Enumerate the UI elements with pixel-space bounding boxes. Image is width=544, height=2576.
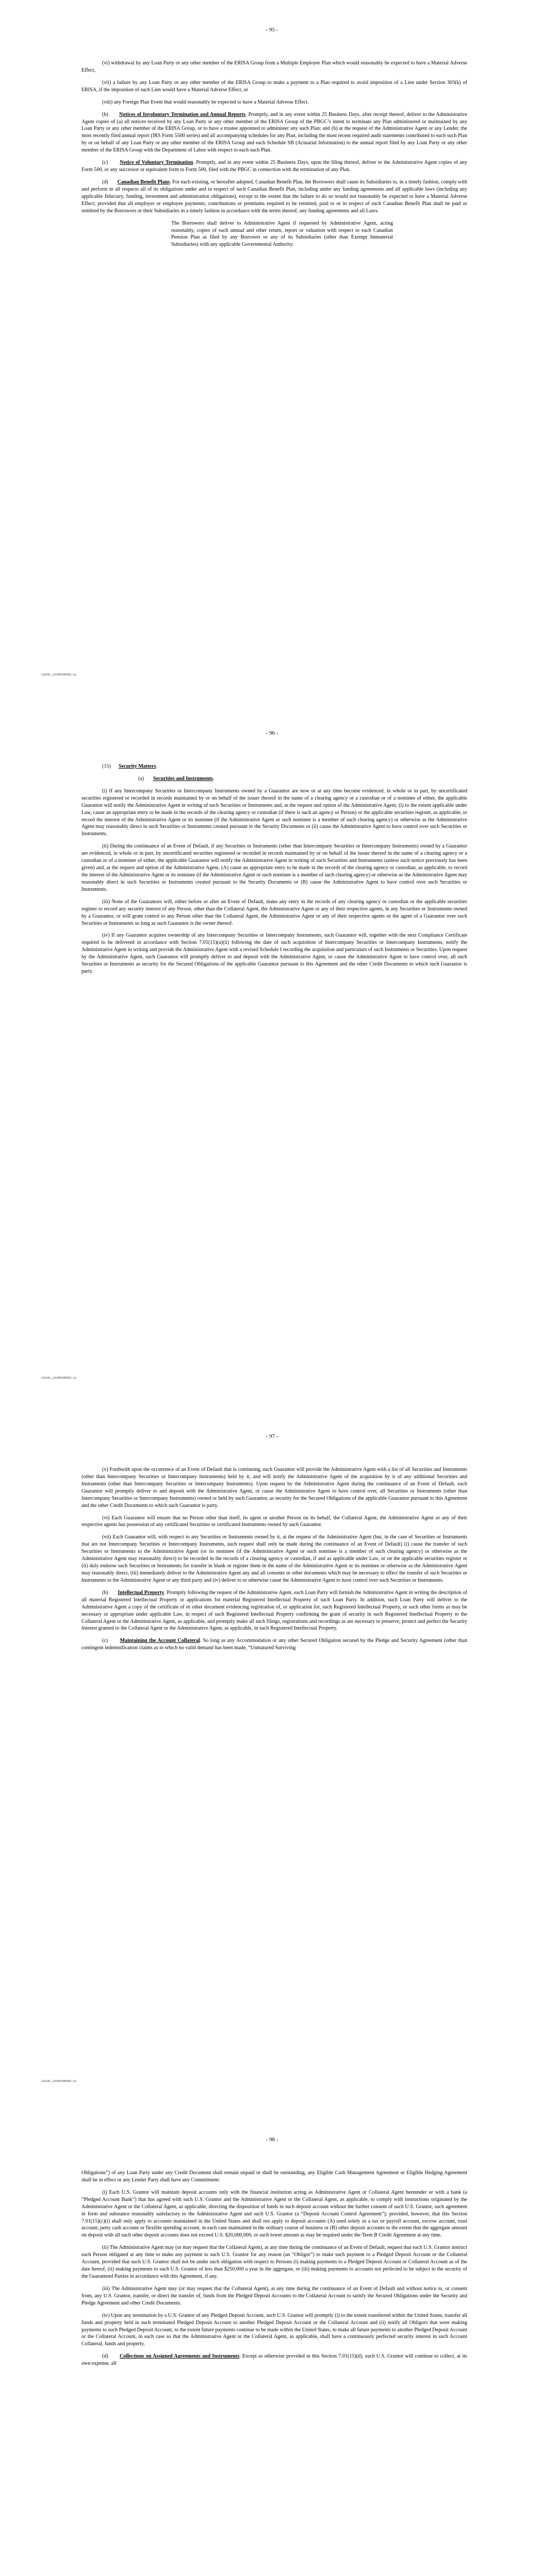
clause-paragraph: (ii) During the continuance of an Event of Default, if any Securities or Instruments (other than Intercompany Securities or Intercompany Instruments) owned by a Guarantor are evidenced, in whole or in part, by uncertificated securities registered or recorded in records maintained by or on behalf of the issuer thereof in the name of a clearing agency or a custodian or of a nominee of either, the applicable Guarantor will notify the Administrative Agent in writing of such Securities and Instruments (unless such notice previously has been given) and, at the request and option of the Administrative Agent, (A) cause an appropriate entry to be made in the records of the clearing agency or custodian, as applicable, to record the interest of the Administrative Agent or its nominee (if the Administrative Agent or such nominee is a member of such clearing agency) or otherwise as the Administrative Agent may reasonably direct in such Securities or Instruments created pursuant to the Security Documents or (B) cause the Administrative Agent to have control over such Securities or Instruments. — [81, 843, 467, 892]
section-heading: Security Matters — [118, 764, 156, 769]
clause-paragraph: (iii) None of the Guarantors will, either before or after an Event of Default, make any entry in the records of any clearing agency or custodian or the applicable securities register to record any security interest of any Person, other than the Collateral Agent, the Administrative Agent or any of their respective agents, in any Securities or Instruments owned by a Guarantor, or will grant control to any Person other than the Collateral Agent, the Administrative Agent or any of their respective agents or the agent of a Guarantor over such Securities or Instruments so long as such Guarantor is the owner thereof. — [81, 899, 467, 926]
section-label: (c) — [102, 160, 120, 166]
section-heading: Canadian Benefit Plans — [117, 179, 170, 185]
continued-paragraph: Obligations”) of any Loan Party under any Credit Document shall remain unpaid or shall be outstanding, any Eligible Cash Management Agreement or Eligible Hedging Agreement shall be in effect or any Lender Party shall have any Commitment: — [81, 2170, 467, 2183]
section-text: . Promptly, and in any event within 25 Business Days, after receipt thereof, deliver to the Administrative Agent copies of (a) all notices received by any Loan Party or any other member of the ERISA Group of the PBGC’s intent to terminate any Plan administered or maintained by any Loan Party or any other member of the ERISA Group, or to have a trustee appointed to administer any such Plan; and (b) at the request of the Administrative Agent or any Lender, the most recently filed annual report (IRS Form 5500 series) and all accompanying schedules for any Plan, including the most recent required audit statements contributed to each such Plan by or on behalf of any Loan Party or any other member of the ERISA Group and each Schedule SB (Actuarial Information) to the annual report filed by any Loan Party or any other member of the ERISA Group with the Department of Labor with respect to each such Plan. — [81, 111, 467, 154]
clause-paragraph: (i) Each U.S. Grantor will maintain deposit accounts only with the financial institution acting as Administrative Agent or Collateral Agent hereunder or with a bank (a “Pledged Account Bank”) that has agreed with such U.S. Grantor and the Administrative Agent or the Collateral Agent, as applicable, to comply with instructions originated by the Administrative Agent or the Collateral Agent, as applicable, directing the disposition of funds in such deposit account without the further consent of such U.S. Grantor, such agreement in form and substance reasonably satisfactory to the Administrative Agent and such U.S. Grantor (a “Deposit Account Control Agreement”); provided, however, that this Section 7.01(15)(c)(i) shall only apply to accounts maintained in the United States and shall not apply to deposit accounts (A) used solely as a tax or payroll account, escrow account, trust account, petty cash account or flexible spending account, in each case maintained in the ordinary course of business or (B) other deposit accounts to the extent that the aggregate amount on deposit with all such other deposit accounts does not exceed U.S. $20,000,000, or such lower amount as may be required under the Term B Credit Agreement at any time. — [81, 2189, 467, 2239]
section-paragraph — [81, 111, 467, 155]
section-text: . — [156, 764, 158, 769]
section-heading: Securities and Instruments — [153, 775, 213, 782]
clause-paragraph: (iv) Upon any termination by a U.S. Grantor of any Pledged Deposit Account, such U.S. Grantor will promptly (i) to the extent transferred within the United States, transfer all funds and property held in such terminated Pledged Deposit Account to another Pledged Deposit Account or the Collateral Account and (ii) notify all Obligors that were making payments to such Pledged Deposit Account, to the extent future payments continue to be made within the United States, to make all future payments to another Pledged Deposit Account or the Collateral Account, in each case so that the Administrative Agent or the Collateral Agent, as applicable, shall have a continuously perfected security interest in such Account Collateral, funds and property. — [81, 2312, 467, 2347]
document-page — [0, 0, 544, 703]
document-page — [0, 2110, 544, 2576]
section-heading: Maintaining the Account Collateral — [120, 1638, 200, 1644]
section-label: (a) — [138, 775, 153, 782]
clause-paragraph: (v) Forthwith upon the occurrence of an Event of Default that is continuing, each Guarantor will provide the Administrative Agent with a list of all Securities and Instruments (other than Intercompany Securities or Intercompany Instruments) held by it, and will notify the Administrative Agent of the acquisition by it of any additional Securities and Instruments (other than Intercompany Securities or Intercompany Instruments). Upon request by the Administrative Agent during the continuance of an Event of Default, each Guarantor will promptly deliver to and deposit with the Administrative Agent, or cause the Administrative Agent to have control over, all Securities or Instruments (other than Intercompany Securities or Intercompany Instruments) owned or held by such Guarantor, as security for the Secured Obligations of the applicable Guarantor pursuant to this Agreement and the other Credit Documents to which such Guarantor is party. — [81, 1467, 467, 1509]
page-number: - 98 - — [266, 2137, 278, 2143]
section-label: (d) — [102, 2353, 120, 2360]
section-paragraph — [81, 159, 467, 174]
section-heading: Notice of Voluntary Termination — [120, 160, 193, 166]
clause-paragraph: (vi) Each Guarantor will ensure that no Person other than itself, its agent or another Person on its behalf, the Collateral Agent, the Administrative Agent or any of their respective agents has possession of any certificated Securities or certificated Instruments owned by such Guarantor. — [81, 1515, 467, 1528]
page-body — [81, 763, 467, 980]
section-paragraph — [81, 763, 467, 770]
section-label: (b) — [102, 1589, 118, 1596]
indented-paragraph: The Borrowers shall deliver to Administrative Agent if requested by Administrative Agent, acting reasonably, copies of each annual and other return, report or valuation with respect to each Canadian Pension Plan as filed by any Borrower or any of its Subsidiaries (other than Exempt Immaterial Subsidiaries) with any applicable Governmental Authority. — [171, 220, 393, 248]
section-paragraph — [81, 179, 467, 215]
page-number: - 95 - — [266, 27, 278, 33]
section-paragraph — [81, 1637, 467, 1652]
document-page — [0, 1406, 544, 2110]
clause-paragraph: (viii) any Foreign Plan Event that would reasonably be expected to have a Material Adverse Effect. — [102, 99, 309, 105]
section-heading: Notices of Involuntary Termination and Annual Reports — [119, 111, 246, 117]
section-label: (15) — [102, 764, 119, 769]
clause-paragraph: (vii) a failure by any Loan Party or any other member of the ERISA Group to make a payment to a Plan required to avoid imposition of a Lien under Section 303(k) of ERISA, if the imposition of such Lien would have a Material Adverse Effect, or — [81, 79, 467, 93]
section-text: . So long as any Accommodation or any other Secured Obligation secured by the Pledge and Security Agreement (other than contingent indemnification claims as to which no valid demand has been made, “Unmatured Surviving — [81, 1638, 467, 1651]
clause-paragraph: (ii) The Administrative Agent may (or may request that the Collateral Agent), at any time during the continuance of an Event of Default, request that each U.S. Grantor instruct each Person obligated at any time to make any payment to such U.S. Grantor for any reason (an “Obligor”) to make such payment to a Pledged Deposit Account or the Collateral Account, provided that such U.S. Grantor shall not be under such obligation with respect to Persons (i) making payments to a Pledged Deposit Account or Collateral Account as of the date hereof, (ii) making payments to such U.S. Grantor of less than $250,000 a year in the aggregate, or (iii) making payments to accounts not perfected to be subject to the security of the Guaranteed Parties in accordance with this Agreement, if any. — [81, 2245, 467, 2279]
section-heading: Intellectual Property — [118, 1589, 164, 1596]
footer-document-code: LEGAL_US#85088981 (s) — [41, 673, 77, 676]
page-body — [81, 60, 467, 248]
clause-paragraph: (vi) withdrawal by any Loan Party or any other member of the ERISA Group from a Multiple Employer Plan which would reasonably be expected to have a Material Adverse Effect, — [81, 60, 467, 73]
clause-paragraph: (vii) Each Guarantor will, with respect to any Securities or Instruments owned by it, at the request of the Administrative Agent (but, in the case of Securities or Instruments that are not Intercompany Securities or Intercompany Instruments, such request shall only be made during the continuance of an Event of Default) (i) cause the transfer of such Securities or Instruments to the Administrative Agent (or its nominee (if the Administrative Agent or such nominee is a member of such clearing agency) or otherwise as the Administrative Agent may reasonably direct) to be recorded in the records of a clearing agency or custodian, if and as applicable under Law, or on the applicable securities register or (ii) duly endorse such Securities or Instruments for transfer in blank or register them in the name of the Administrative Agent or its nominee or otherwise as the Administrative Agent may reasonably direct, (iii) immediately deliver to the Administrative Agent any and all consents or other documents which may be necessary to effect the transfer of such Securities or Instruments to the Administrative Agent or any third party and (iv) deliver to or otherwise cause the Administrative Agent to have control over such Securities or Instruments. — [81, 1534, 467, 1583]
page-number: - 96 - — [266, 730, 278, 736]
page-body — [81, 1466, 467, 1657]
section-paragraph — [81, 1589, 467, 1633]
section-text: . Except as otherwise provided in this Section 7.01(15)(d), each U.S. Grantor will continue to collect, at its own expense, all — [81, 2353, 468, 2367]
section-label: (b) — [102, 111, 120, 117]
section-text: . For each existing, or hereafter adopted, Canadian Benefit Plan, the Borrowers shall cause its Subsidiaries to, in a timely fashion, comply with and perform in all respects all of its obligations under and in respect of such Canadian Benefit Plan, including under any funding agreements and all applicable laws (including any applicable fiduciary, funding, investment and administration obligations), except to the extent that the failure to do so would not reasonably be expected to have a Material Adverse Effect; provided that all employer or employee payments, contributions or premiums required to be remitted, paid to or in respect of each Canadian Benefit Plan shall be paid or remitted by the Borrowers or their Subsidiaries in a timely fashion in accordance with the terms thereof, any funding agreements and all Laws. — [81, 179, 468, 214]
section-paragraph — [81, 2353, 467, 2367]
section-text: . Promptly following the request of the Administrative Agent, each Loan Party will furnish the Administrative Agent in writing the description of all material Registered Intellectual Property or applications for material Registered Intellectual Property of such Loan Party. In addition, such Loan Party will deliver to the Administrative Agent a copy of the certificate of or other document evidencing registration of, or application for, such Registered Intellectual Property, or such other forms as may be necessary or appropriate under applicable Law, in respect of such Registered Intellectual Property confirming the grant of security in such Registered Intellectual Property to the Collateral Agent or the Administrative Agent, as applicable, and promptly make all such filings, registrations and recordings as are necessary to preserve, protect and perfect the Security Interest granted to the Collateral Agent or the Administrative Agent, as applicable, in such Registered Intellectual Property. — [81, 1589, 467, 1632]
section-paragraph — [81, 775, 467, 783]
document-page — [0, 703, 544, 1406]
page-body — [81, 2170, 467, 2372]
clause-paragraph: (i) If any Intercompany Securities or Intercompany Instruments owned by a Guarantor are now or at any time become evidenced, in whole or in part, by uncertificated securities registered or recorded in records maintained by or on behalf of the issuer thereof in the name of a clearing agency or a custodian or of a nominee of either, the applicable Guarantor will notify the Administrative Agent in writing of such Securities or Instruments and, at the request and option of the Administrative Agent, (i) to the extent applicable under Law, cause an appropriate entry to be made in the records of the clearing agency or custodian (if there is such an agency or Person) or the applicable securities register, as applicable, to record the interest of the Administrative Agent or its nominee (if the Administrative Agent or such nominee is a member of such clearing agency) or otherwise as the Administrative Agent may reasonably direct in such Securities or Instruments created pursuant to the Security Documents or (ii) cause the Administrative Agent to have control over such Securities or Instruments. — [81, 788, 467, 837]
page-number: - 97 - — [266, 1433, 278, 1439]
footer-document-code: LEGAL_US#85088981 (s) — [41, 1377, 77, 1380]
clause-paragraph: (iii) The Administrative Agent may (or may request that the Collateral Agent), at any time during the continuance of an Event of Default and without notice to, or consent from, any U.S. Grantor, transfer, or direct the transfer of, funds from the Pledged Deposit Accounts to the Collateral Account to satisfy the Secured Obligations under the Security and Pledge Agreement and other Credit Documents. — [81, 2285, 467, 2306]
section-label: (d) — [102, 179, 118, 185]
section-heading: Collections on Assigned Agreements and Instruments — [119, 2353, 240, 2360]
section-text: . — [212, 775, 215, 782]
footer-document-code: LEGAL_US#85088981 (s) — [41, 2080, 77, 2083]
section-label: (c) — [102, 1638, 120, 1644]
section-text: . Promptly, and in any event within 25 Business Days, upon the filing thereof, deliver to the Administrative Agent copies of any Form 500, or any successor or equivalent form to Form 500, filed with the PBGC in connection with the termination of any Plan. — [81, 160, 467, 173]
clause-paragraph: (iv) If any Guarantor acquires ownership of any Intercompany Securities or Intercompany Instruments, such Guarantor will, together with the next Compliance Certificate required to be delivered in accordance with Section 7.01(15)(a)(ii) following the date of such acquisition of Intercompany Securities or Intercompany Instruments, notify the Administrative Agent in writing and provide the Administrative Agent with a revised Schedule I recording the acquisition and particulars of such Instruments or Securities. Upon request by the Administrative Agent, such Guarantor will promptly deliver to and deposit with the Administrative Agent, or cause the Administrative Agent to have control over, all such Securities or Instruments as security for the Secured Obligations of the applicable Guarantor pursuant to this Agreement and the other Credit Documents to which such Guarantor is party. — [81, 933, 467, 975]
